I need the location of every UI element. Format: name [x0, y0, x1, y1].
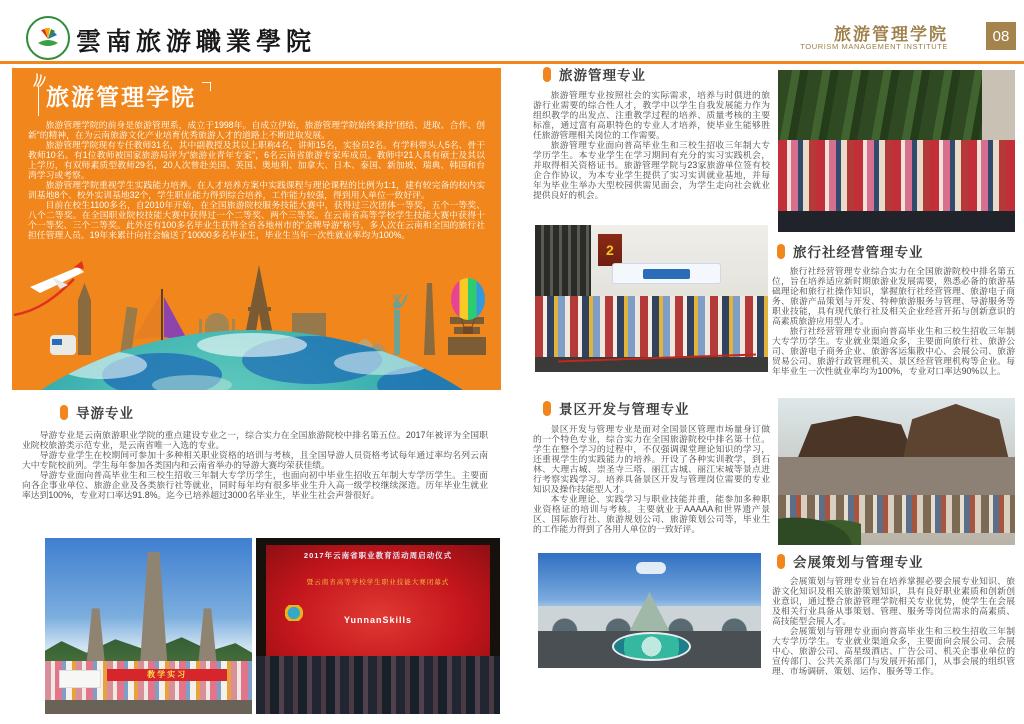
- foreground: [778, 211, 1015, 232]
- pagoda-right: [198, 608, 217, 664]
- red-banner: [107, 669, 227, 681]
- intro-panel: [12, 68, 501, 390]
- paragraph: 景区开发与管理专业是面对全国景区管理市场量身订做的一个特色专业，综合实力在全国旅游院校中排名第十位。学生在整个学习的过程中，不仅强调课堂理论知识的学习，还重视学生的实践能力的培养。开设了各种实训教学，到石林、大理古城、崇圣寺三塔、丽江古城、丽江宋城等景点进行考察实践学习。培养具备景区开发与管理岗位需要的专业知识及操作技能型人才。: [533, 424, 770, 494]
- photo-old-town-visit: [778, 398, 1015, 545]
- paragraph: 旅行社经营管理专业面向普高毕业生和三校生招收三年制大专学历学生。专业就业渠道众多，主要面向旅行社、旅游公司、旅游电子商务企业、旅游客运集散中心、会展公司、旅游贸易公司、旅游行政管理机关、景区经营管理机构等企业。每年毕业生一次性就业率均为100%，专业对口率达90%以上。: [772, 326, 1015, 376]
- paragraph: 会展策划与管理专业面向普高毕业生和三校生招收三年制大专学历学生。专业就业渠道众多，主要面向会展公司、会展中心、旅游公司、高星级酒店、广告公司、机关企事业单位的宣传部门、公共关系部门与发展开拓部门，从事会展的组织管理、市场调研、策划、运作、服务等工作。: [772, 626, 1015, 676]
- intro-paragraph: 旅游管理学院的前身是旅游管理系，成立于1998年。自成立伊始，旅游管理学院始终秉持“团结、进取、合作、创新”的精神，在为云南旅游文化产业培育优秀旅游人才的道路上不断进取发展。: [28, 120, 485, 140]
- student-crowd: [778, 140, 1015, 213]
- photo-convention-center-aerial: [538, 553, 761, 668]
- photo-airport-practicum-group: [535, 225, 768, 372]
- jingqu-paragraphs: [533, 424, 770, 534]
- lvxingshe-paragraphs: [772, 266, 1015, 376]
- paragraph: 本专业理论、实践学习与职业技能并重，能参加多种职业资格证的培训与考核。主要就业于AAAAA和世界遗产景区、国际旅行社、旅游规划公司、旅游策划公司等，毕业生的工作能力得到了各用人单位的一致好评。: [533, 494, 770, 534]
- stage-title-line1: 2017年云南省职业教育活动周启动仪式: [303, 551, 453, 561]
- plants: [778, 513, 861, 545]
- institute-title-en: TOURISM MANAGEMENT INSTITUTE: [800, 42, 948, 51]
- photo-three-pagodas-field-trip: [45, 538, 252, 714]
- section-title: 会展策划与管理专业: [793, 555, 924, 570]
- title-accent: [38, 86, 39, 116]
- section-heading-lvxingshe: [777, 241, 924, 261]
- intro-paragraphs: [28, 120, 485, 240]
- section-bullet: [60, 405, 68, 420]
- college-name: 雲南旅游職業學院: [76, 27, 317, 56]
- stage-title-line2: 暨云南省高等学校学生职业技能大赛闭幕式: [306, 578, 450, 586]
- section-bullet: [777, 244, 785, 259]
- paragraph: 会展策划与管理专业旨在培养掌握必要会展专业知识、旅游文化知识及相关旅游策划知识，具有良好职业素质和创新创业意识，通过整合旅游管理学院相关专业优势，使学生在会展及相关行业具备从事策划、管理、服务等岗位需求的高素质、高技能型会展人才。: [772, 576, 1015, 626]
- pagoda-left: [86, 608, 105, 664]
- section-heading-daoyou: [60, 402, 134, 422]
- section-heading-lvyou-guanli: [543, 64, 646, 84]
- section-title: 景区开发与管理专业: [559, 402, 690, 417]
- lvyou-guanli-paragraphs: [533, 90, 770, 200]
- paragraph: 导游专业学生在校期间可参加十多种相关职业资格的培训与考核，且全国导游人员资格考试每年通过率均名列云南大中专院校前列。学生每年参加各类国内和云南省举办的导游大赛均荣获佳绩。: [22, 450, 488, 470]
- paragraph: 旅游管理专业按照社会的实际需求，培养与时俱进的旅游行业需要的综合性人才，教学中以学生自我发展能力作为组织教学的出发点、注重教学过程的培养、质量考核的主要标准，通过富有高职特色的专业人才培养，使毕业生能够胜任旅游管理相关岗位的工作需要。: [533, 90, 770, 140]
- huizhan-paragraphs: [772, 576, 1015, 676]
- section-bullet: [543, 401, 551, 416]
- pagoda-main: [140, 552, 167, 661]
- institute-title-cn: 旅游管理学院: [834, 25, 948, 44]
- paragraph: 旅游管理专业面向普高毕业生和三校生招收三年制大专学历学生。本专业学生在学习期间有充分的实习实践机会，并取得相关资格证书。旅游管理学院与23家旅游单位签有校企合作协议，为本专业学生提供了实习实训就业基地，并每年为毕业生举办大型校园供需见面会，为学生走向社会就业提供良好的机会。: [533, 140, 770, 200]
- photo-skills-competition-ceremony: [256, 538, 500, 714]
- traditional-roof: [797, 416, 916, 460]
- daoyou-paragraphs: [22, 430, 488, 500]
- student-crowd: [535, 296, 768, 358]
- section-heading-jingqu: [543, 398, 690, 418]
- stage-brand: YunnanSkills: [343, 615, 413, 626]
- section-bullet: [543, 67, 551, 82]
- ground: [45, 700, 252, 714]
- plane-icon: [14, 261, 84, 315]
- trees: [778, 70, 1015, 148]
- college-logo: [26, 16, 70, 60]
- section-heading-huizhan: [777, 551, 924, 571]
- cloud: [636, 562, 666, 574]
- counter-sign: [612, 263, 721, 284]
- people-row: [256, 656, 500, 714]
- banner-text: 教学实习: [147, 670, 188, 680]
- title-accent: [202, 82, 211, 91]
- gate-number-sign: [598, 234, 622, 266]
- section-title: 旅游管理专业: [559, 68, 646, 83]
- paragraph: 导游专业面向普高毕业生和三校生招收三年制大专学历学生，也面向初中毕业生招收五年制大专学历学生。主要面向各企事业单位、旅游企业及各类旅行社等就业，同时每年均有很多毕业生升入高一级学校继续深造。历年毕业生就业率达到100%，专业对口率达91.8%。迄今已培养超过3000名毕业生，毕业生社会声誉很好。: [22, 470, 488, 500]
- intro-paragraph: 目前在校生1100多名，自2010年开始，在全国旅游院校服务技能大赛中，获得过三次团体一等奖，五个一等奖、八个二等奖。在全国职业院校技能大赛中获得过一个二等奖、两个三等奖。在云南省高等学校学生技能大赛中获得十个一等奖、三个二等奖。此外还有100多名毕业生获得全省各地州市的“金牌导游”称号，多人次在云南和全国的旅行社担任管理人员。19年来累计向社会输送了10000多名毕业生，毕业生当年一次性就业率均为100%。: [28, 200, 485, 240]
- paragraph: 旅行社经营管理专业综合实力在全国旅游院校中排名第五位，旨在培养适应新时期旅游业发展需要，熟悉必备的旅游基础理论和旅行社操作知识，掌握旅行社经营管理、旅游电子商务、旅游产品策划与开发、特种旅游服务与管理、导游服务等职业技能，具有现代旅行社及相关企业经营开拓与创新意识的高素质旅游应用型人才。: [772, 266, 1015, 326]
- gate-number: 2: [606, 241, 614, 258]
- intro-title-row: [38, 82, 211, 116]
- intro-paragraph: 旅游管理学院重视学生实践能力培养。在人才培养方案中实践课程与理论课程的比例为1:1，建有较完备的校内实训基地8个、校外实训基地32个，学生职业能力得到综合培养，工作能力较强，得到用人单位一致好评。: [28, 180, 485, 200]
- paragraph: 导游专业是云南旅游职业学院的重点建设专业之一，综合实力在全国旅游院校中排名第五位。2017年被评为全国职业院校旅游类示范专业，是云南省唯一入选的专业。: [22, 430, 488, 450]
- section-title: 导游专业: [76, 406, 134, 421]
- white-banner: [59, 670, 100, 688]
- header-divider: [0, 61, 1024, 64]
- photo-outdoor-student-group: [778, 70, 1015, 232]
- intro-paragraph: 旅游管理学院现有专任教师31名，其中副教授及其以上职称4名，讲师15名，实验员2名。有学科带头人5名、骨干教师10名。有1位教师被国家旅游局评为“旅游业青年专家”，6名云南省旅游专家库成员。教师中21人具有硕士及其以上学历，有双师素质型教师29名，20人次曾赴美国、英国、奥地利、加拿大、日本、泰国、新加坡、瑞典、韩国和台湾学习或考察。: [28, 140, 485, 180]
- page-number-badge: 08: [986, 22, 1016, 50]
- balloon-icon: [451, 278, 485, 334]
- college-logo-icon: [33, 23, 63, 53]
- section-title: 旅行社经营管理专业: [793, 245, 924, 260]
- intro-title: 旅游管理学院: [46, 84, 196, 110]
- section-bullet: [777, 554, 785, 569]
- world-travel-illustration: [12, 255, 501, 390]
- circular-fountain: [612, 632, 692, 661]
